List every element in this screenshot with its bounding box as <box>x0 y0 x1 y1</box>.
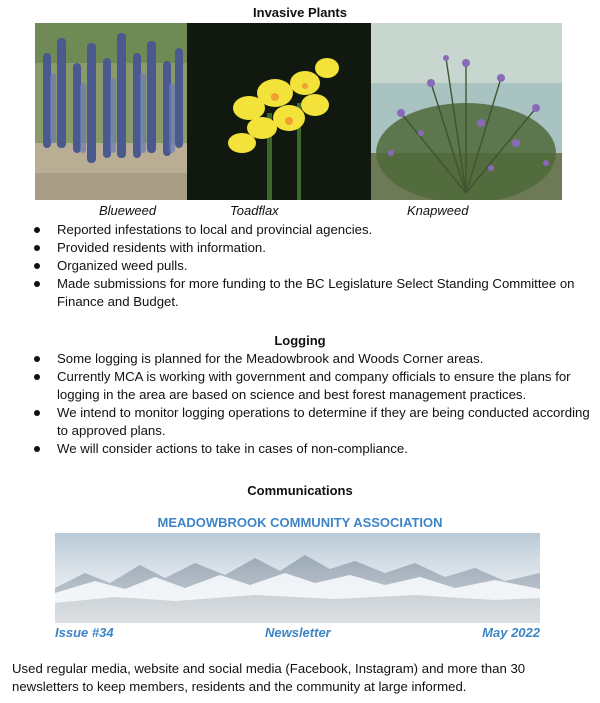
list-item: Provided residents with information. <box>57 239 597 257</box>
list-item: Made submissions for more funding to the BC Legislature Select Standing Committee on Finance and Budget. <box>57 275 597 311</box>
blueweed-photo <box>35 23 187 200</box>
knapweed-photo <box>371 23 562 200</box>
newsletter-masthead: MEADOWBROOK COMMUNITY ASSOCIATION <box>157 515 443 530</box>
newsletter-footer <box>55 625 540 640</box>
logging-heading: Logging <box>274 333 326 348</box>
list-item: Currently MCA is working with government and company officials to ensure the plans for logging in the area are based on science and best forest management practices. <box>57 368 597 404</box>
invasive-plant-photos <box>35 23 562 200</box>
list-item: Some logging is planned for the Meadowbrook and Woods Corner areas. <box>57 350 597 368</box>
logging-list <box>0 350 597 458</box>
invasive-plants-heading: Invasive Plants <box>253 5 347 20</box>
newsletter-label: Newsletter <box>264 625 331 640</box>
list-item: Reported infestations to local and provincial agencies. <box>57 221 597 239</box>
knapweed-caption: Knapweed <box>407 203 469 218</box>
list-item: Organized weed pulls. <box>57 257 597 275</box>
list-item: We intend to monitor logging operations to determine if they are being conducted according to approved plans. <box>57 404 597 440</box>
communications-body: Used regular media, website and social media (Facebook, Instagram) and more than 30 newsletters to keep members, residents and the community at large informed. <box>12 661 526 694</box>
list-item: We will consider actions to take in cases of non-compliance. <box>57 440 597 458</box>
newsletter-date: May 2022 <box>482 625 540 640</box>
mountain-banner <box>55 533 540 623</box>
toadflax-caption: Toadflax <box>230 203 279 218</box>
toadflax-photo <box>187 23 371 200</box>
invasive-actions-list <box>0 221 597 311</box>
blueweed-caption: Blueweed <box>99 203 157 218</box>
communications-heading: Communications <box>247 483 353 498</box>
issue-number: Issue #34 <box>55 625 114 640</box>
